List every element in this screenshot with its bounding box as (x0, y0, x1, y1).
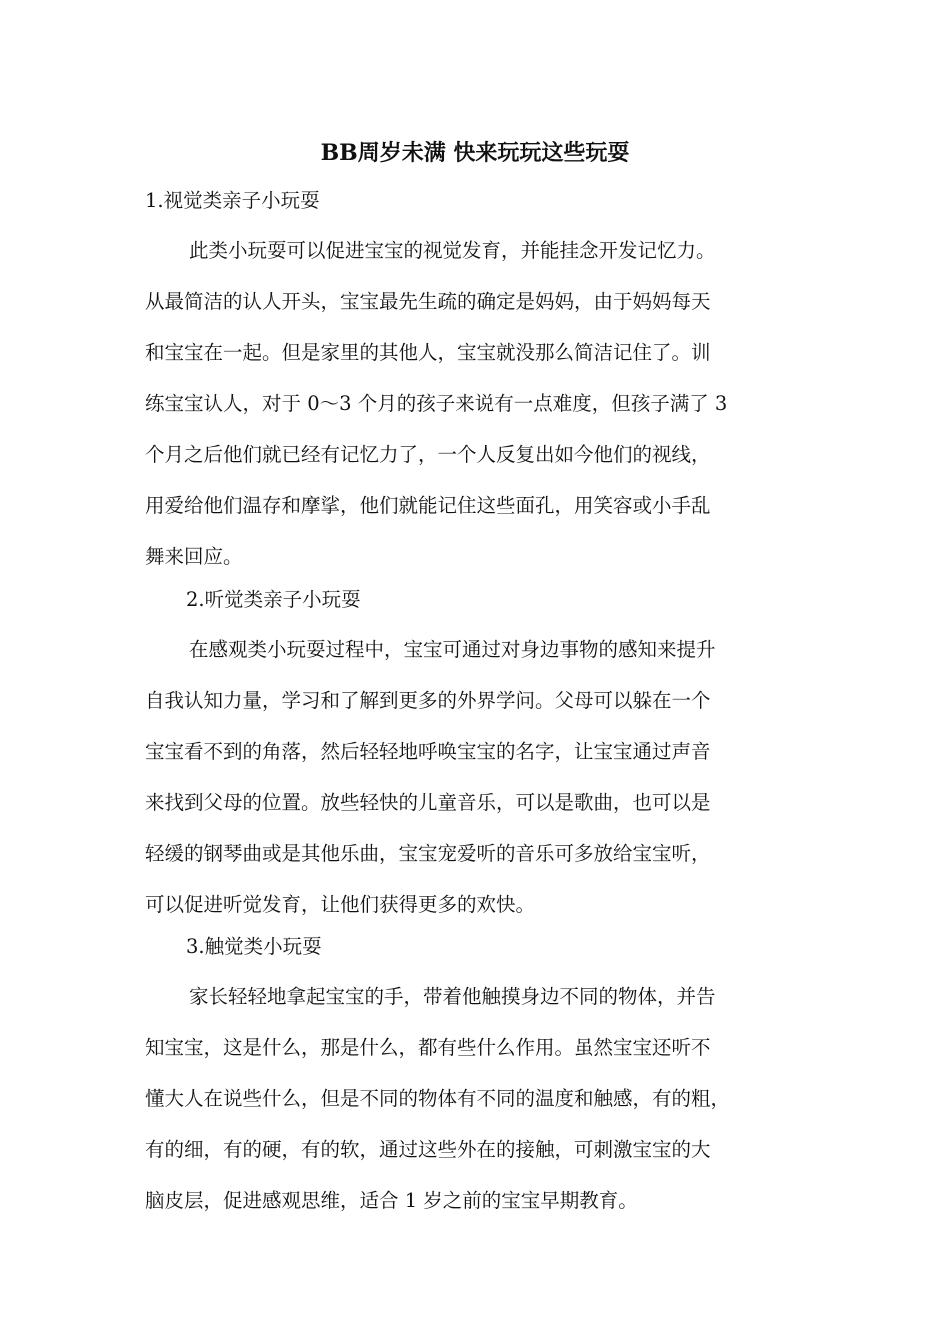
section-heading-visual: 1.视觉类亲子小玩耍 (145, 189, 320, 212)
paragraph-line: 和宝宝在一起。但是家里的其他人，宝宝就没那么简洁记住了。训 (145, 341, 711, 364)
paragraph-line: 可以促进听觉发育，让他们获得更多的欢快。 (145, 893, 536, 916)
section-paragraph-tactile (145, 971, 825, 1226)
paragraph-line: 轻缓的钢琴曲或是其他乐曲，宝宝宠爱听的音乐可多放给宝宝听， (145, 842, 711, 865)
section-paragraph-visual (145, 225, 825, 582)
paragraph-line: 个月之后他们就已经有记忆力了，一个人反复出如今他们的视线， (145, 443, 711, 466)
paragraph-line: 自我认知力量，学习和了解到更多的外界学问。父母可以躲在一个 (145, 689, 711, 712)
paragraph-line: 懂大人在说些什么，但是不同的物体有不同的温度和触感，有的粗， (145, 1087, 731, 1110)
section-paragraph-auditory (145, 624, 825, 930)
paragraph-line: 知宝宝，这是什么，那是什么，都有些什么作用。虽然宝宝还听不 (145, 1036, 711, 1059)
paragraph-line: 宝宝看不到的角落，然后轻轻地呼唤宝宝的名字，让宝宝通过声音 (145, 740, 711, 763)
paragraph-line: 脑皮层，促进感观思维，适合 1 岁之前的宝宝早期教育。 (145, 1189, 638, 1212)
section-heading-auditory: 2.听觉类亲子小玩耍 (186, 588, 361, 611)
paragraph-line: 有的细，有的硬，有的软，通过这些外在的接触，可刺激宝宝的大 (145, 1138, 711, 1161)
paragraph-line: 用爱给他们温存和摩挲，他们就能记住这些面孔，用笑容或小手乱 (145, 494, 711, 517)
paragraph-line: 舞来回应。 (145, 545, 243, 568)
paragraph-line: 练宝宝认人，对于 0～3 个月的孩子来说有一点难度，但孩子满了 3 (145, 392, 728, 415)
paragraph-line: 来找到父母的位置。放些轻快的儿童音乐，可以是歌曲，也可以是 (145, 791, 711, 814)
paragraph-line: 此类小玩耍可以促进宝宝的视觉发育，并能挂念开发记忆力。 (189, 239, 716, 262)
paragraph-line: 从最简洁的认人开头，宝宝最先生疏的确定是妈妈，由于妈妈每天 (145, 290, 711, 313)
section-heading-tactile: 3.触觉类小玩耍 (186, 935, 322, 958)
paragraph-line: 家长轻轻地拿起宝宝的手，带着他触摸身边不同的物体，并告 (189, 985, 716, 1008)
document-title: BB周岁未满 快来玩玩这些玩耍 (320, 140, 630, 166)
paragraph-line: 在感观类小玩耍过程中，宝宝可通过对身边事物的感知来提升 (189, 638, 716, 661)
